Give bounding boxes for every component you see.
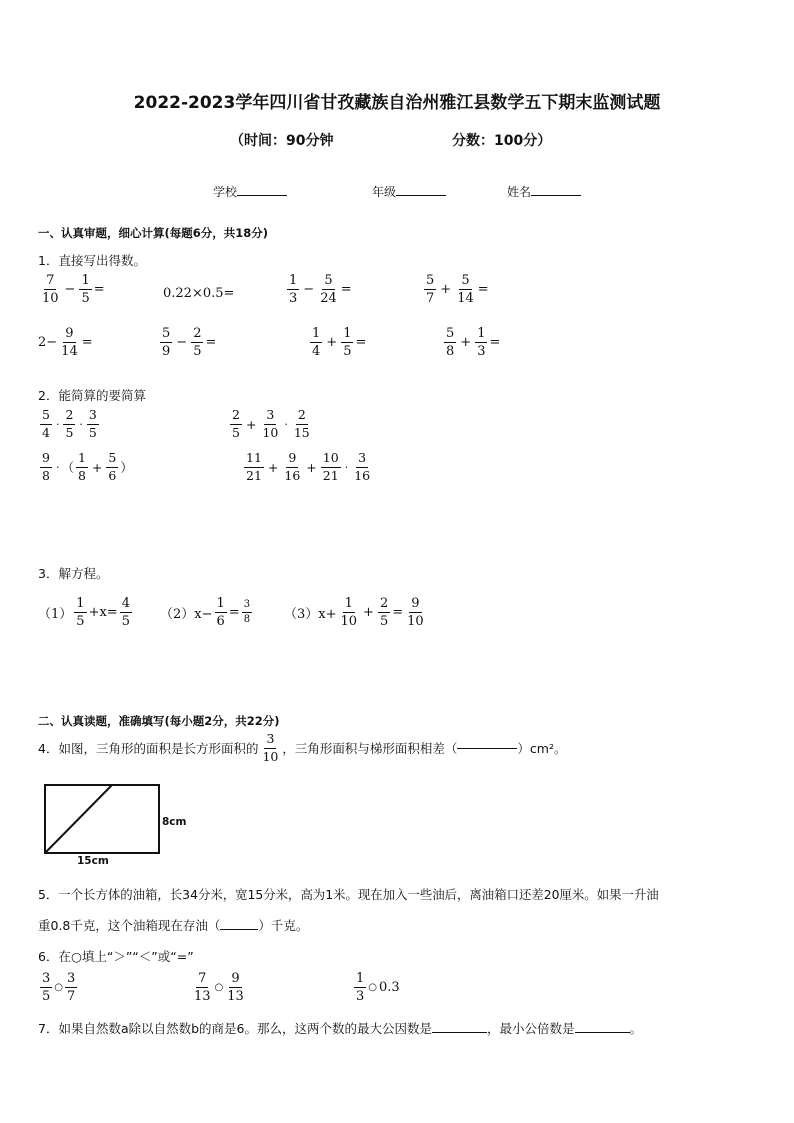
name-field xyxy=(507,183,581,200)
q2-expr-3: $\frac{9}{8}$ · （ $\frac{1}{8}$ + $\frac{5}{6}$ ） xyxy=(42,450,133,483)
fraction: $\frac{2}{5}$ xyxy=(193,326,202,359)
height-label: 8cm xyxy=(162,816,187,828)
fraction: $\frac{1}{3}$ xyxy=(477,326,486,359)
q6-prompt: 6．在○填上“＞”“＜”或“=” xyxy=(38,949,194,964)
q1-prompt: 1．直接写出得数。 xyxy=(38,253,146,268)
grade-field xyxy=(372,183,446,200)
fraction: $\frac{5}{8}$ xyxy=(446,326,455,359)
width-label: 15cm xyxy=(77,855,109,867)
school-blank[interactable] xyxy=(237,195,287,196)
section1-heading: 一、认真审题，细心计算(每题6分，共18分) xyxy=(38,226,269,240)
page-title: 2022-2023学年四川省甘孜藏族自治州雅江县数学五下期末监测试题 xyxy=(133,93,661,113)
triangle-diagonal xyxy=(45,785,112,853)
score-label: 分数：100分） xyxy=(452,133,552,149)
fraction: $\frac{1}{5}$ xyxy=(343,326,352,359)
q7-gcd-blank[interactable] xyxy=(432,1032,487,1033)
q5-answer-blank[interactable] xyxy=(220,929,258,930)
compare-circle[interactable]: ○ xyxy=(368,982,378,993)
q4-text: 4．如图，三角形的面积是长方形面积的 $\frac{3}{10}$ ，三角形面积与梯形面积相差（ ）cm²。 xyxy=(38,731,567,764)
name-label: 姓名 xyxy=(507,185,532,199)
grade-label: 年级 xyxy=(372,185,397,199)
fraction: $\frac{1}{3}$ xyxy=(289,273,298,306)
grade-blank[interactable] xyxy=(396,195,446,196)
fraction: $\frac{5}{9}$ xyxy=(162,326,171,359)
q1-item-6: $\frac{5}{9}$ − $\frac{2}{5}$ = xyxy=(162,326,217,359)
school-field xyxy=(213,183,287,200)
q2-prompt: 2．能简算的要简算 xyxy=(38,388,146,403)
q1-item-2: 0.22×0.5= xyxy=(163,286,235,301)
fraction: $\frac{7}{10}$ xyxy=(42,273,59,306)
compare-circle[interactable]: ○ xyxy=(54,982,64,993)
section2-heading: 二、认真读题，准确填写(每小题2分，共22分) xyxy=(38,714,280,728)
time-label: （时间：90分钟 xyxy=(230,133,334,149)
q1-item-1: $\frac{7}{10}$ − $\frac{1}{5}$ = xyxy=(42,273,105,306)
name-blank[interactable] xyxy=(531,195,581,196)
q3-equation-2: （2）x− $\frac{1}{6}$ = $\frac{3}{8}$ xyxy=(160,596,251,629)
q6-compare-2: $\frac{7}{13}$ ○ $\frac{9}{13}$ xyxy=(194,971,244,1004)
q1-item-3: $\frac{1}{3}$ − $\frac{5}{24}$ = xyxy=(289,273,352,306)
q5-line-1: 5．一个长方体的油箱，长34分米，宽15分米，高为1米。现在加入一些油后，离油箱口还差20厘米。如果一升油 xyxy=(38,887,659,902)
q6-compare-3: $\frac{1}{3}$ ○ 0.3 xyxy=(356,971,400,1004)
fraction: $\frac{1}{4}$ xyxy=(312,326,321,359)
q1-item-5: 2− $\frac{9}{14}$ = xyxy=(38,326,93,359)
compare-circle[interactable]: ○ xyxy=(214,982,224,993)
q4-answer-blank[interactable] xyxy=(457,748,517,749)
fraction: $\frac{5}{24}$ xyxy=(320,273,337,306)
fraction: $\frac{5}{7}$ xyxy=(426,273,435,306)
fraction: $\frac{9}{14}$ xyxy=(61,326,78,359)
q2-expr-1: $\frac{5}{4}$ · $\frac{2}{5}$ · $\frac{3}{5}$ xyxy=(42,407,97,440)
q3-equation-3: （3）x+ $\frac{1}{10}$ + $\frac{2}{5}$ = $\frac{9}{10}$ xyxy=(284,596,424,629)
q1-item-7: $\frac{1}{4}$ + $\frac{1}{5}$ = xyxy=(312,326,367,359)
fraction: $\frac{1}{5}$ xyxy=(81,273,90,306)
q6-compare-1: $\frac{3}{5}$ ○ $\frac{3}{7}$ xyxy=(42,971,76,1004)
q1-item-8: $\frac{5}{8}$ + $\frac{1}{3}$ = xyxy=(446,326,501,359)
school-label: 学校 xyxy=(213,185,238,199)
q1-item-4: $\frac{5}{7}$ + $\frac{5}{14}$ = xyxy=(426,273,489,306)
q7-lcm-blank[interactable] xyxy=(575,1032,630,1033)
q3-equation-1: （1） $\frac{1}{5}$ +x= $\frac{4}{5}$ xyxy=(38,596,130,629)
fraction: $\frac{5}{14}$ xyxy=(457,273,474,306)
q3-prompt: 3．解方程。 xyxy=(38,566,109,581)
q7-text: 7．如果自然数a除以自然数b的商是6。那么，这两个数的最大公因数是 ，最小公倍数是 。 xyxy=(38,1021,643,1036)
q2-expr-4: $\frac{11}{21}$ + $\frac{9}{16}$ + $\frac{10}{21}$ · $\frac{3}{16}$ xyxy=(246,450,371,483)
q2-expr-2: $\frac{2}{5}$ + $\frac{3}{10}$ · $\frac{2}{15}$ xyxy=(232,407,310,440)
q5-line-2: 重0.8千克，这个油箱现在存油（ ）千克。 xyxy=(38,918,309,933)
